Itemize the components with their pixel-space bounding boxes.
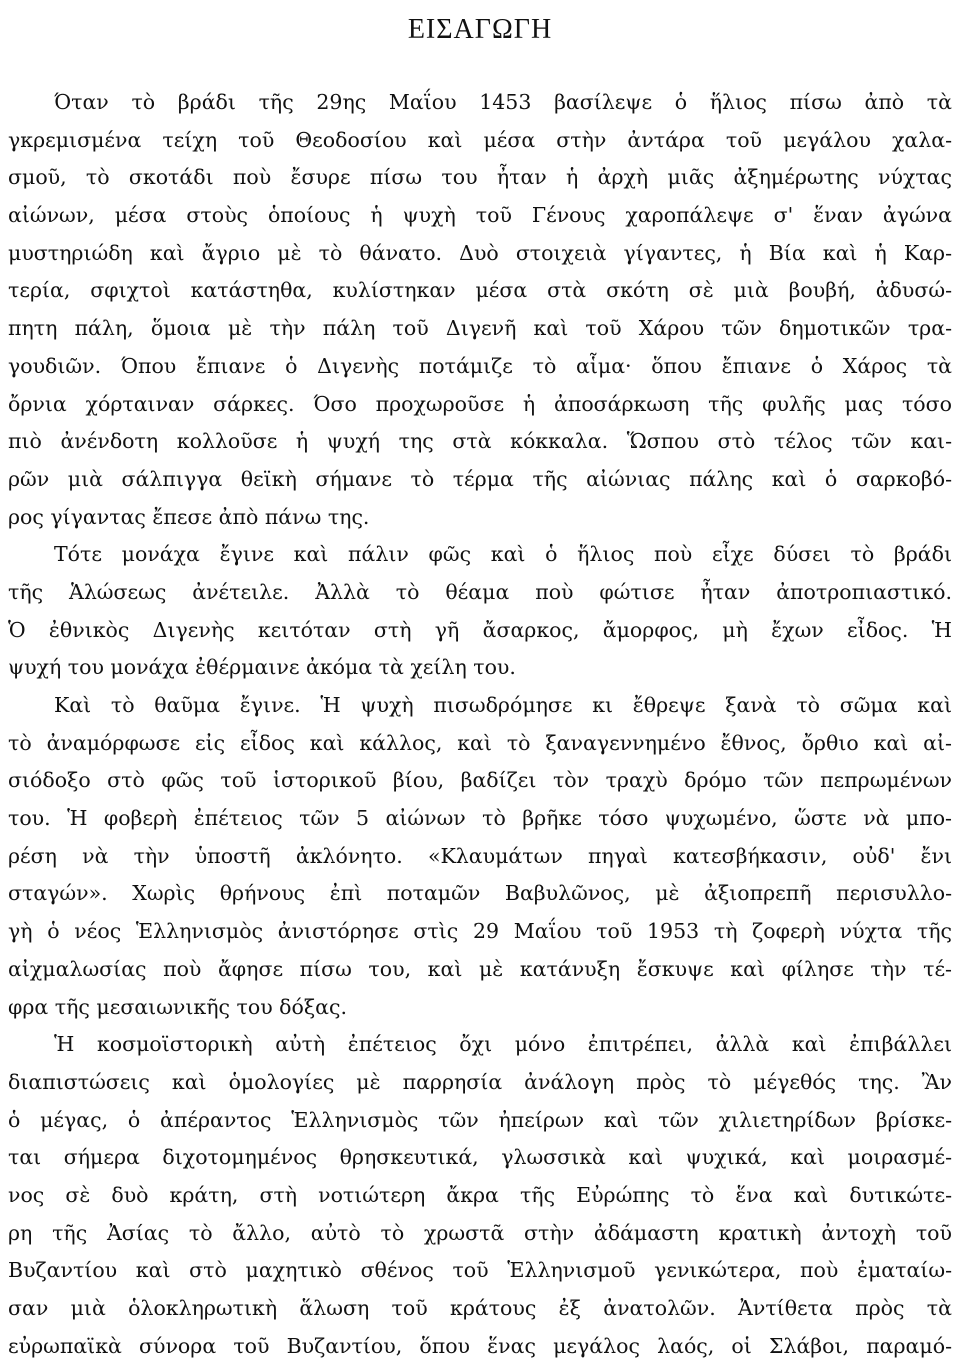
page-title: ΕΙΣΑΓΩΓΗ	[407, 14, 553, 45]
text-line: μυστηριώδη καὶ ἄγριο μὲ τὸ θάνατο. Δυὸ στοιχειὰ γίγαντες, ἡ Βία καὶ ἡ Καρ-	[8, 240, 952, 265]
text-line: ὁ μέγας, ὁ ἀπέραντος Ἑλληνισμὸς τῶν ἠπείρων καὶ τῶν χιλιετηρίδων βρίσκε-	[8, 1107, 952, 1132]
text-line: νος σὲ δυὸ κράτη, στὴ νοτιώτερη ἄκρα τῆς Εὐρώπης τὸ ἕνα καὶ δυτικώτε-	[8, 1182, 952, 1207]
text-line: Καὶ τὸ θαῦμα ἔγινε. Ἡ ψυχὴ πισωδρόμησε κι ἔθρεψε ξανὰ τὸ σῶμα καὶ	[54, 693, 952, 717]
text-line: γκρεμισμένα τείχη τοῦ Θεοδοσίου καὶ μέσα στὴν ἀντάρα τοῦ μεγάλου χαλα-	[8, 127, 952, 152]
text-line: Βυζαντίου καὶ στὸ μαχητικὸ σθένος τοῦ Ἑλληνισμοῦ γενικώτερα, ποὺ ἐματαίω-	[8, 1258, 952, 1283]
text-line: ρη τῆς Ἀσίας τὸ ἄλλο, αὐτὸ τὸ χρωστᾶ στὴν ἀδάμαστη κρατικὴ ἀντοχὴ τοῦ	[8, 1220, 952, 1245]
text-line: Ὁ ἐθνικὸς Διγενὴς κειτόταν στὴ γῆ ἄσαρκος, ἄμορφος, μὴ ἔχων εἶδος. Ἡ	[8, 617, 952, 642]
text-line: αἰώνων, μέσα στοὺς ὁποίους ἡ ψυχὴ τοῦ Γένους χαροπάλεψε σ' ἕναν ἀγώνα	[8, 203, 952, 228]
text-line: ρέση νὰ τὴν ὑποστῆ ἀκλόνητο. «Κλαυμάτων πηγαὶ κατεσβήκασιν, οὐδ' ἔνι	[8, 843, 952, 868]
body-text	[8, 84, 952, 1365]
text-line: γουδιῶν. Όπου ἔπιανε ὁ Διγενὴς ποτάμιζε τὸ αἷμα· ὅπου ἔπιανε ὁ Χάρος τὰ	[8, 353, 952, 378]
text-line: πητη πάλη, ὅμοια μὲ τὴν πάλη τοῦ Διγενῆ καὶ τοῦ Χάρου τῶν δημοτικῶν τρα-	[8, 316, 952, 341]
text-line: σαν μιὰ ὁλοκληρωτικὴ ἅλωση τοῦ κράτους ἐξ ἀνατολῶν. Ἀντίθετα πρὸς τὰ	[8, 1296, 952, 1320]
text-line: αἰχμαλωσίας ποὺ ἄφησε πίσω του, καὶ μὲ κατάνυξη ἔσκυψε καὶ φίλησε τὴν τέ-	[8, 956, 952, 981]
text-line: σιόδοξο στὸ φῶς τοῦ ἱστορικοῦ βίου, βαδίζει τὸν τραχὺ δρόμο τῶν πεπρωμένων	[8, 768, 952, 793]
text-line: ρῶν μιὰ σάλπιγγα θεϊκὴ σήμανε τὸ τέρμα τῆς αἰώνιας πάλης καὶ ὁ σαρκοβό-	[8, 466, 952, 491]
text-line: τὸ ἀναμόρφωσε εἰς εἶδος καὶ κάλλος, καὶ τὸ ξαναγεννημένο ἔθνος, ὄρθιο καὶ αἰ-	[8, 730, 952, 755]
text-line: τῆς Ἁλώσεως ἀνέτειλε. Ἀλλὰ τὸ θέαμα ποὺ φώτισε ἦταν ἀποτροπιαστικό.	[8, 579, 952, 604]
text-line: ὄρνια χόρταιναν σάρκες. Όσο προχωροῦσε ἡ ἀποσάρκωση τῆς φυλῆς μας τόσο	[8, 391, 952, 416]
text-line: ψυχή του μονάχα ἐθέρμαινε ἀκόμα τὰ χείλη του.	[8, 655, 516, 680]
text-line: Όταν τὸ βράδι τῆς 29ης Μαΐου 1453 βασίλεψε ὁ ἥλιος πίσω ἀπὸ τὰ	[54, 90, 952, 114]
text-line: τερία, σφιχτοὶ κατάστηθα, κυλίστηκαν μέσα στὰ σκότη σὲ μιὰ βουβή, ἀδυσώ-	[8, 278, 952, 303]
text-line: του. Ἡ φοβερὴ ἐπέτειος τῶν 5 αἰώνων τὸ βρῆκε τόσο ψυχωμένο, ὥστε νὰ μπο-	[8, 806, 952, 831]
text-line: φρα τῆς μεσαιωνικῆς του δόξας.	[8, 994, 347, 1019]
text-line: Τότε μονάχα ἔγινε καὶ πάλιν φῶς καὶ ὁ ἥλιος ποὺ εἶχε δύσει τὸ βράδι	[54, 542, 952, 567]
text-line: εὐρωπαϊκὰ σύνορα τοῦ Βυζαντίου, ὅπου ἕνας μεγάλος λαός, οἱ Σλάβοι, παραμό-	[8, 1333, 952, 1358]
text-line: σταγών». Χωρὶς θρήνους ἐπὶ ποταμῶν Βαβυλῶνος, μὲ ἀξιοπρεπῆ περισυλλο-	[8, 881, 952, 906]
text-line: σμοῦ, τὸ σκοτάδι ποὺ ἔσυρε πίσω του ἦταν ἡ ἀρχὴ μιᾶς ἀξημέρωτης νύχτας	[8, 165, 952, 190]
text-line: ται σήμερα διχοτομημένος θρησκευτικά, γλωσσικὰ καὶ ψυχικά, καὶ μοιρασμέ-	[8, 1145, 952, 1170]
text-line: ρος γίγαντας ἔπεσε ἀπὸ πάνω της.	[8, 504, 370, 529]
text-line: διαπιστώσεις καὶ ὁμολογίες μὲ παρρησία ἀνάλογη πρὸς τὸ μέγεθός της. Ἂν	[8, 1069, 952, 1094]
text-line: Ἡ κοσμοϊστορικὴ αὐτὴ ἐπέτειος ὄχι μόνο ἐπιτρέπει, ἀλλὰ καὶ ἐπιβάλλει	[54, 1032, 952, 1057]
text-line: γὴ ὁ νέος Ἑλληνισμὸς ἀνιστόρησε στὶς 29 Μαΐου τοῦ 1953 τὴ ζοφερὴ νύχτα τῆς	[8, 919, 952, 944]
text-line: πιὸ ἀνένδοτη κολλοῦσε ἡ ψυχή της στὰ κόκκαλα. Ὥσπου στὸ τέλος τῶν και-	[8, 429, 952, 454]
